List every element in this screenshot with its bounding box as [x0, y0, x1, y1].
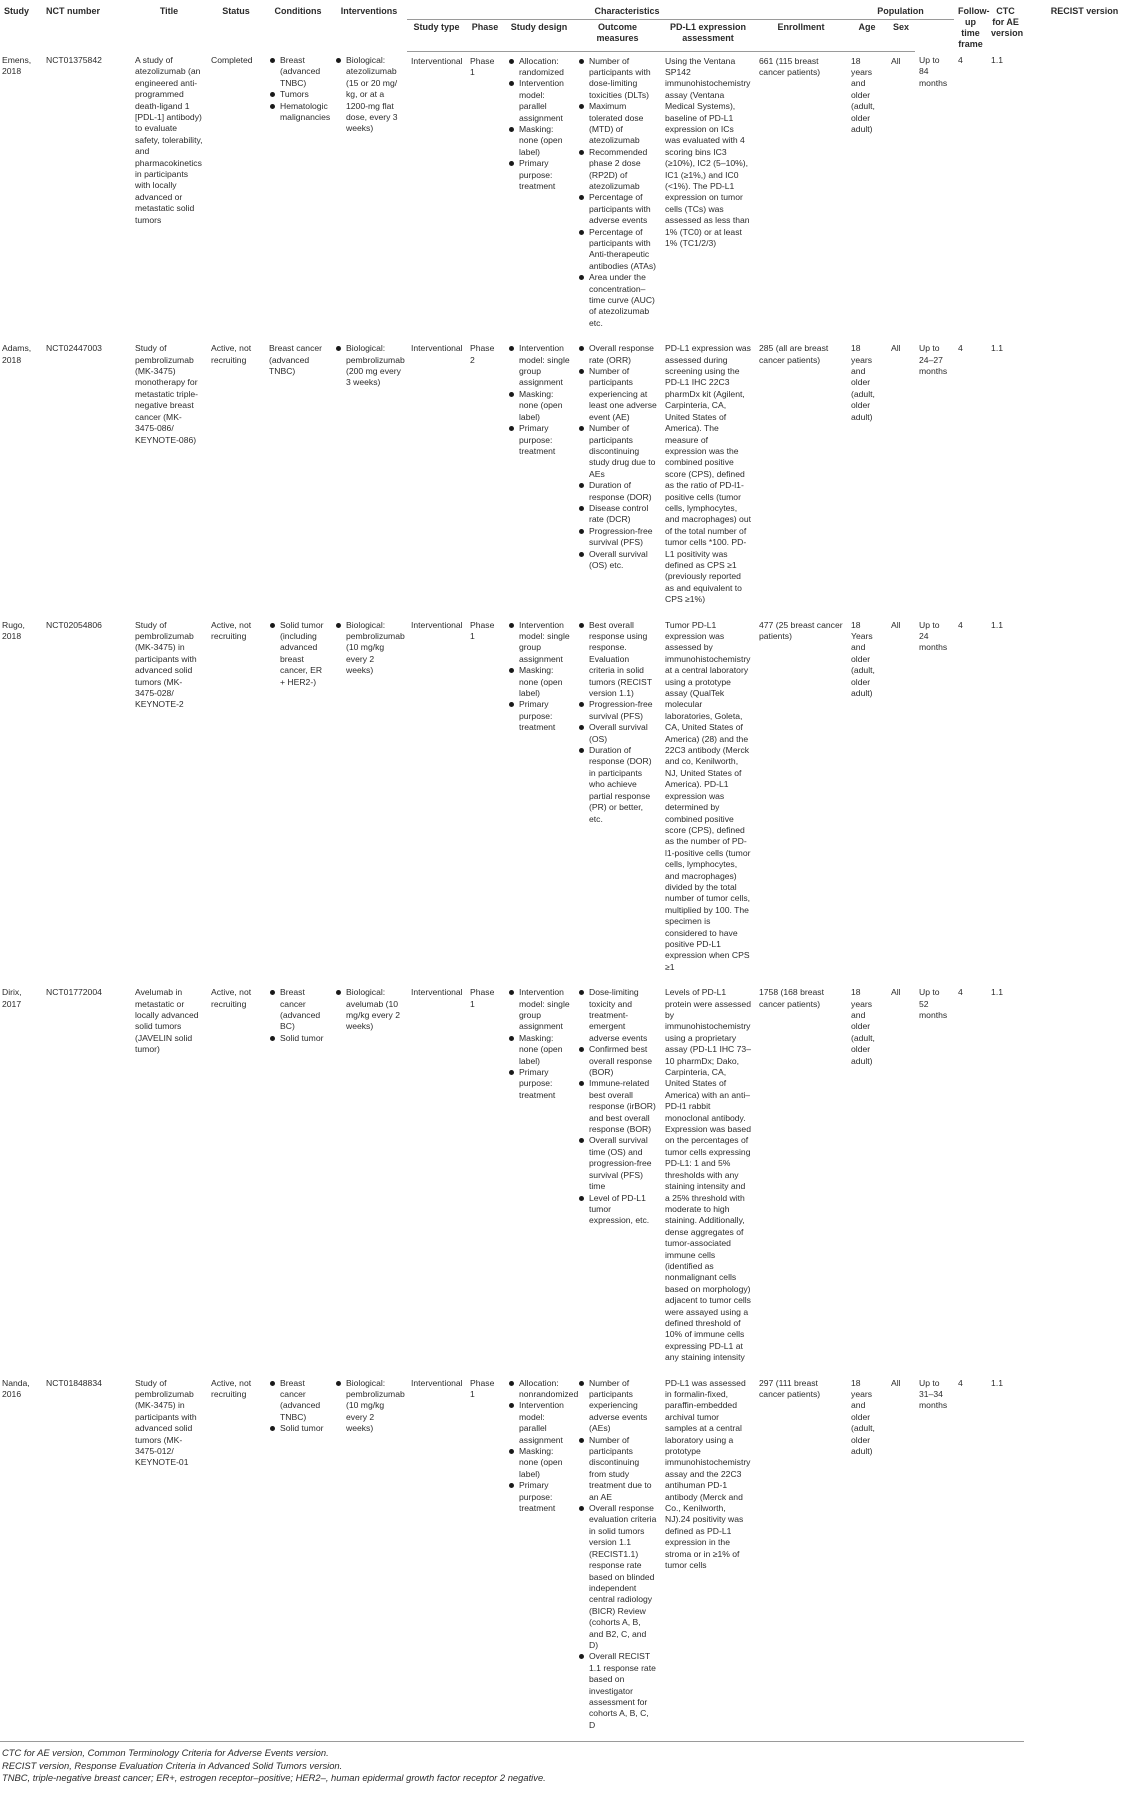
- phase-cell: Phase 1: [470, 619, 495, 641]
- title-cell: Study of pembrolizumab (MK-3475) in participants with advanced solid tumors (MK-3475-012/ KEYNOTE-01: [131, 1374, 207, 1742]
- conditions-cell: [265, 51, 331, 339]
- study-design-cell: [504, 1374, 579, 1742]
- study-type-cell: Interventional: [411, 343, 463, 354]
- followup-cell: Up to 24–27 months: [919, 343, 948, 377]
- design-item: Masking: none (open label): [519, 124, 570, 158]
- status-cell: Active, not recruiting: [211, 619, 252, 641]
- enrollment-cell: 1758 (168 breast cancer patients): [759, 987, 824, 1009]
- sex-cell: All: [891, 619, 901, 630]
- group-population: Population: [847, 4, 954, 20]
- conditions-cell: [265, 1374, 331, 1742]
- outcome-item: Duration of response (DOR): [589, 480, 657, 503]
- status-cell: Completed: [211, 55, 253, 65]
- design-item: Intervention model: parallel assignment: [519, 78, 570, 124]
- age-cell: 18 years and older (adult, older adult): [847, 1374, 887, 1742]
- nct-cell: NCT01848834: [42, 1374, 131, 1742]
- pdl1-cell: Tumor PD-L1 expression was assessed by immunohistochemistry at a central laboratory using a prototype assay (QualTek molecular laboratories, Goleta, CA, United States of America) (28) and the 22C3 antibody (Merck and co, Kenilworth, NJ, United States of America). PD-L1 expression was determined by combined positive score (CPS), defined as the number of PD-l1-positive cells (tumor cells, lymphocytes, and macrophages) divided by the total number of tumor cells, multiplied by 100. The specimen is considered to have positive PD-L1 expression when CPS ≥1: [665, 619, 751, 972]
- footnotes: [0, 1742, 1145, 1785]
- interventions-cell-list: [335, 987, 403, 1033]
- trials-table: [0, 4, 1145, 1742]
- footnote-recist: RECIST version, Response Evaluation Criteria in Advanced Solid Tumors version.: [2, 1759, 343, 1771]
- outcome-measures-cell: [574, 51, 661, 339]
- outcome-item: Overall survival (OS): [589, 722, 657, 745]
- study-design-cell: [504, 339, 574, 615]
- table-row: [0, 983, 1145, 1373]
- recist-cell: 1.1: [991, 55, 1003, 65]
- study-design-cell: [504, 51, 574, 339]
- ctc-cell: 4: [958, 343, 963, 354]
- interventions-cell: [331, 616, 407, 984]
- col-study-type: Study type: [407, 20, 466, 51]
- followup-cell: Up to 52 months: [919, 987, 948, 1020]
- conditions-cell: [265, 616, 331, 984]
- outcome-measures-cell-list: [578, 620, 657, 825]
- ctc-cell: 4: [958, 55, 963, 65]
- recist-cell: 1.1: [991, 343, 1003, 354]
- col-followup: Follow-up time frame: [958, 6, 990, 49]
- enrollment-cell: 477 (25 breast cancer patients): [759, 619, 843, 641]
- interventions-cell-list: [335, 620, 403, 677]
- pdl1-cell: PD-L1 expression was assessed during screening using the PD-L1 IHC 22C3 pharmDx kit (Agilent, Carpinteria, CA, United States of America). The measure of expression was the combined positive score (CPS), defined as the ratio of PD-l1-positive cells (tumor cells, lymphocytes, and macrophages) out of the total number of tumor cells *100. PD-L1 positivity was defined as CPS ≥1 (previously reported as and equivalent to CPS ≥1%): [665, 343, 751, 605]
- outcome-item: Overall response rate (ORR): [589, 343, 657, 366]
- study-design-cell: [504, 616, 574, 984]
- design-item: Intervention model: single group assignment: [519, 619, 570, 664]
- interventions-cell: [331, 983, 407, 1373]
- col-outcome-measures: Outcome measures: [574, 20, 661, 51]
- study-cell: Nanda, 2016: [0, 1374, 42, 1742]
- outcome-measures-cell-list: [578, 56, 657, 330]
- interventions-cell-list: [335, 343, 403, 389]
- ctc-cell: 4: [954, 1374, 987, 1742]
- design-item: Allocation: nonrandomized: [519, 1377, 579, 1399]
- age-cell: 18 years and older (adult, older adult): [851, 55, 875, 134]
- nct-cell: NCT01772004: [46, 987, 102, 998]
- outcome-item: Number of participants with dose-limiting toxicities (DLTs): [589, 56, 657, 102]
- design-item: Primary purpose: treatment: [519, 1480, 570, 1514]
- design-item: Allocation: randomized: [519, 56, 570, 79]
- outcome-item: Maximum tolerated dose (MTD) of atezolizumab: [589, 101, 657, 147]
- recist-cell: 1.1: [987, 1374, 1024, 1742]
- enrollment-cell: 285 (all are breast cancer patients): [759, 343, 829, 365]
- col-ctc: CTC for AE version: [991, 6, 1024, 38]
- design-item: Masking: none (open label): [519, 389, 570, 423]
- intervention-item: Biological: pembrolizumab (200 mg every 3 weeks): [346, 343, 405, 388]
- table-header: [0, 4, 1145, 51]
- study-cell: Dirix, 2017: [2, 987, 22, 1009]
- intervention-item: Biological: pembrolizumab (10 mg/kg every 2 weeks): [346, 619, 405, 676]
- outcome-item: Dose-limiting toxicity and treatment-emergent adverse events: [589, 987, 657, 1044]
- sex-cell: All: [891, 343, 901, 354]
- outcome-measures-cell: [574, 1374, 661, 1742]
- outcome-item: Immune-related best overall response (irBOR) and best overall response (BOR): [589, 1078, 656, 1135]
- condition-item: Hematologic malignancies: [280, 100, 331, 123]
- design-item: Intervention model: single group assignment: [519, 343, 570, 388]
- phase-cell: Phase 1: [466, 1374, 504, 1742]
- intervention-item: Biological: avelumab (10 mg/kg every 2 weeks): [346, 987, 403, 1033]
- nct-cell: NCT02447003: [46, 343, 102, 354]
- pdl1-cell: PD-L1 was assessed in formalin-fixed, paraffin-embedded archival tumor samples at a central laboratory using a prototype immunohistochemistry assay and the 22C3 antihuman PD-1 antibody (Merck and Co., Kenilworth, NJ).24 positivity was defined as PD-L1 expression in the stroma or in ≥1% of tumor cells: [661, 1374, 755, 1742]
- study-design-cell: [504, 983, 574, 1373]
- pdl1-cell: Using the Ventana SP142 immunohistochemistry assay (Ventana Medical Systems), baseline of PD-L1 expression on ICs was evaluated with 4 scoring bins IC3 (≥10%), IC2 (5–10%), IC1 (≥1%,) and IC0 (<1%). The PD-L1 expression on tumor cells (TCs) was assessed as less than 1% (TC0) or at least 1% (TC1/2/3): [665, 55, 751, 248]
- outcome-item: Overall response evaluation criteria in solid tumors version 1.1 (RECIST1.1) response rate based on blinded independent central radiology (BICR) Review (cohorts A, B, and B2, C, and D): [589, 1503, 657, 1650]
- condition-item: Breast cancer (advanced BC): [280, 987, 327, 1033]
- table-row: [0, 339, 1145, 615]
- study-design-cell-list: [508, 1377, 579, 1515]
- col-sex: Sex: [887, 20, 915, 51]
- age-cell: 18 years and older (adult, older adult): [851, 987, 875, 1066]
- intervention-item: Biological: atezolizumab (15 or 20 mg/ kg, or at a 1200-mg flat dose, every 3 weeks): [346, 55, 403, 135]
- status-cell: Active, not recruiting: [207, 1374, 265, 1742]
- followup-cell: Up to 84 months: [919, 55, 948, 88]
- age-cell: 18 years and older (adult, older adult): [851, 343, 875, 422]
- study-design-cell-list: [508, 56, 570, 193]
- design-item: Masking: none (open label): [519, 1446, 570, 1480]
- outcome-measures-cell-list: [578, 343, 657, 571]
- study-type-cell: Interventional: [407, 1374, 466, 1742]
- followup-cell: Up to 31–34 months: [915, 1374, 954, 1742]
- outcome-item: Number of participants experiencing at least one adverse event (AE): [589, 366, 657, 422]
- design-item: Primary purpose: treatment: [519, 423, 570, 457]
- outcome-item: Area under the concentration–time curve (AUC) of atezolizumab etc.: [589, 272, 657, 329]
- outcome-measures-cell: [574, 983, 661, 1373]
- outcome-item: Overall survival (OS) etc.: [589, 549, 657, 572]
- recist-cell: 1.1: [991, 987, 1003, 998]
- outcome-item: Number of participants discontinuing study drug due to AEs: [589, 423, 656, 479]
- col-enrollment: Enrollment: [755, 20, 847, 51]
- interventions-cell-list: [335, 55, 403, 135]
- study-design-cell-list: [508, 343, 570, 457]
- ctc-cell: 4: [958, 987, 963, 998]
- col-phase: Phase: [466, 20, 504, 51]
- outcome-item: Level of PD-L1 tumor expression, etc.: [589, 1193, 657, 1227]
- enrollment-cell: 661 (115 breast cancer patients): [759, 55, 821, 77]
- outcome-item: Disease control rate (DCR): [589, 503, 657, 526]
- footnote-ctc: CTC for AE version, Common Terminology Criteria for Adverse Events version.: [2, 1747, 329, 1759]
- enrollment-cell: 297 (111 breast cancer patients): [755, 1374, 847, 1742]
- outcome-measures-cell-list: [578, 987, 657, 1227]
- outcome-item: Confirmed best overall response (BOR): [589, 1044, 657, 1078]
- study-type-cell: Interventional: [411, 987, 463, 998]
- title-cell: Avelumab in metastatic or locally advanced solid tumors (JAVELIN solid tumor): [135, 987, 199, 1055]
- condition-item: Breast (advanced TNBC): [280, 55, 327, 89]
- col-conditions: Conditions: [274, 6, 322, 16]
- design-item: Masking: none (open label): [519, 665, 570, 699]
- followup-cell: Up to 24 months: [919, 619, 948, 653]
- outcome-item: Percentage of participants with adverse events: [589, 192, 657, 226]
- outcome-measures-cell: [574, 339, 661, 615]
- table-row: [0, 51, 1145, 339]
- outcome-item: Duration of response (DOR) in participants who achieve partial response (PR) or better, etc.: [589, 745, 657, 825]
- col-status: Status: [222, 6, 250, 16]
- outcome-item: Progression-free survival (PFS): [589, 699, 657, 722]
- intervention-item: Biological: pembrolizumab (10 mg/kg every 2 weeks): [346, 1377, 405, 1434]
- condition-item: Breast cancer (advanced TNBC): [280, 1378, 327, 1424]
- conditions-cell: Breast cancer (advanced TNBC): [269, 343, 323, 377]
- outcome-item: Best overall response using response. Evaluation criteria in solid tumors (RECIST version 1.1): [589, 620, 657, 700]
- ctc-cell: 4: [958, 619, 963, 630]
- title-cell: A study of atezolizumab (an engineered anti-programmed death-ligand 1 [PDL-1] antibody) to evaluate safety, tolerability, and pharmacokinetics in participants with locally advanced or metastatic solid tumors: [135, 55, 203, 225]
- col-title: Title: [159, 6, 179, 16]
- table-row: [0, 616, 1145, 984]
- condition-item: Solid tumor: [280, 1423, 327, 1434]
- age-cell: 18 Years and older (adult, older adult): [851, 619, 875, 699]
- condition-item: Solid tumor (including advanced breast cancer, ER + HER2-): [280, 620, 327, 688]
- conditions-cell-list: [269, 987, 327, 1044]
- title-cell: Study of pembrolizumab (MK-3475) in participants with advanced solid tumors (MK-3475-028/ KEYNOTE-2: [135, 619, 197, 710]
- table-row: [0, 1374, 1145, 1742]
- outcome-item: Number of participants discontinuing from study treatment due to an AE: [589, 1435, 657, 1503]
- study-type-cell: Interventional: [411, 619, 463, 630]
- interventions-cell: [331, 1374, 407, 1742]
- design-item: Primary purpose: treatment: [519, 1067, 570, 1101]
- study-cell: Emens, 2018: [2, 55, 32, 77]
- study-type-cell: Interventional: [411, 55, 463, 66]
- outcome-item: Number of participants experiencing adverse events (AEs): [589, 1378, 657, 1435]
- phase-cell: Phase 1: [470, 55, 495, 77]
- phase-cell: Phase 1: [470, 987, 495, 1009]
- outcome-item: Overall RECIST 1.1 response rate based on investigator assessment for cohorts A, B, C, D: [589, 1651, 656, 1730]
- col-interventions: Interventions: [340, 6, 398, 16]
- outcome-measures-cell-list: [578, 1378, 657, 1732]
- col-age: Age: [847, 20, 887, 51]
- col-study: Study: [4, 6, 30, 16]
- col-nct: NCT number: [46, 6, 100, 16]
- interventions-cell: [331, 51, 407, 339]
- interventions-cell: [331, 339, 407, 615]
- col-recist: RECIST version: [1050, 6, 1119, 16]
- sex-cell: All: [887, 1374, 915, 1742]
- outcome-item: Progression-free survival (PFS): [589, 526, 657, 549]
- outcome-measures-cell: [574, 616, 661, 984]
- sex-cell: All: [891, 987, 901, 998]
- condition-item: Tumors: [280, 89, 327, 100]
- phase-cell: Phase 2: [470, 343, 495, 365]
- outcome-item: Overall survival time (OS) and progression-free survival (PFS) time: [589, 1135, 657, 1192]
- recist-cell: 1.1: [991, 619, 1003, 630]
- outcome-item: Recommended phase 2 dose (RP2D) of atezolizumab: [589, 147, 657, 193]
- table-body: [0, 51, 1145, 1742]
- conditions-cell: [265, 983, 331, 1373]
- outcome-item: Percentage of participants with Anti-therapeutic antibodies (ATAs): [589, 226, 657, 271]
- study-cell: Adams, 2018: [2, 343, 32, 365]
- sex-cell: All: [891, 55, 901, 66]
- design-item: Primary purpose: treatment: [519, 699, 570, 733]
- design-item: Intervention model: single group assignment: [519, 987, 570, 1032]
- title-cell: Study of pembrolizumab (MK-3475) monotherapy for metastatic triple-negative breast cancer (MK-3475-086/ KEYNOTE-086): [135, 343, 199, 445]
- col-study-design: Study design: [504, 20, 574, 51]
- condition-item: Solid tumor: [280, 1033, 327, 1044]
- status-cell: Active, not recruiting: [211, 343, 252, 365]
- conditions-cell-list: [269, 620, 327, 688]
- footnote-abbreviations: TNBC, triple-negative breast cancer; ER+, estrogen receptor–positive; HER2–, human epidermal growth factor receptor 2 negative.: [2, 1772, 546, 1784]
- conditions-cell-list: [269, 55, 331, 123]
- col-pdl1: PD-L1 expression assessment: [661, 20, 755, 51]
- nct-cell: NCT01375842: [46, 55, 102, 65]
- pdl1-cell: Levels of PD-L1 protein were assessed by immunohistochemistry using a proprietary assay (PD-L1 IHC 73–10 pharmDx; Dako, Carpinteria, CA, United States of America) with an anti–PD-l1 rabbit monoclonal antibody. Expression was based on the percentages of tumor cells expressing PD-L1: 1 and 5% thresholds with any staining intensity and a 25% threshold with moderate to high staining. Additionally, dense aggregates of tumor-associated immune cells (identified as nonmalignant cells based on morphology) adjacent to tumor cells were assayed using a defined threshold of 10% of immune cells expressing PD-L1 at any staining intensity: [665, 987, 751, 1363]
- conditions-cell-list: [269, 1378, 327, 1435]
- study-cell: Rugo, 2018: [2, 619, 25, 641]
- status-cell: Active, not recruiting: [211, 987, 252, 1009]
- study-design-cell-list: [508, 987, 570, 1101]
- design-item: Intervention model: parallel assignment: [519, 1400, 570, 1446]
- design-item: Masking: none (open label): [519, 1033, 570, 1067]
- design-item: Primary purpose: treatment: [519, 158, 570, 192]
- group-characteristics: Characteristics: [407, 4, 847, 20]
- nct-cell: NCT02054806: [46, 619, 102, 630]
- study-design-cell-list: [508, 620, 570, 734]
- interventions-cell-list: [335, 1378, 403, 1435]
